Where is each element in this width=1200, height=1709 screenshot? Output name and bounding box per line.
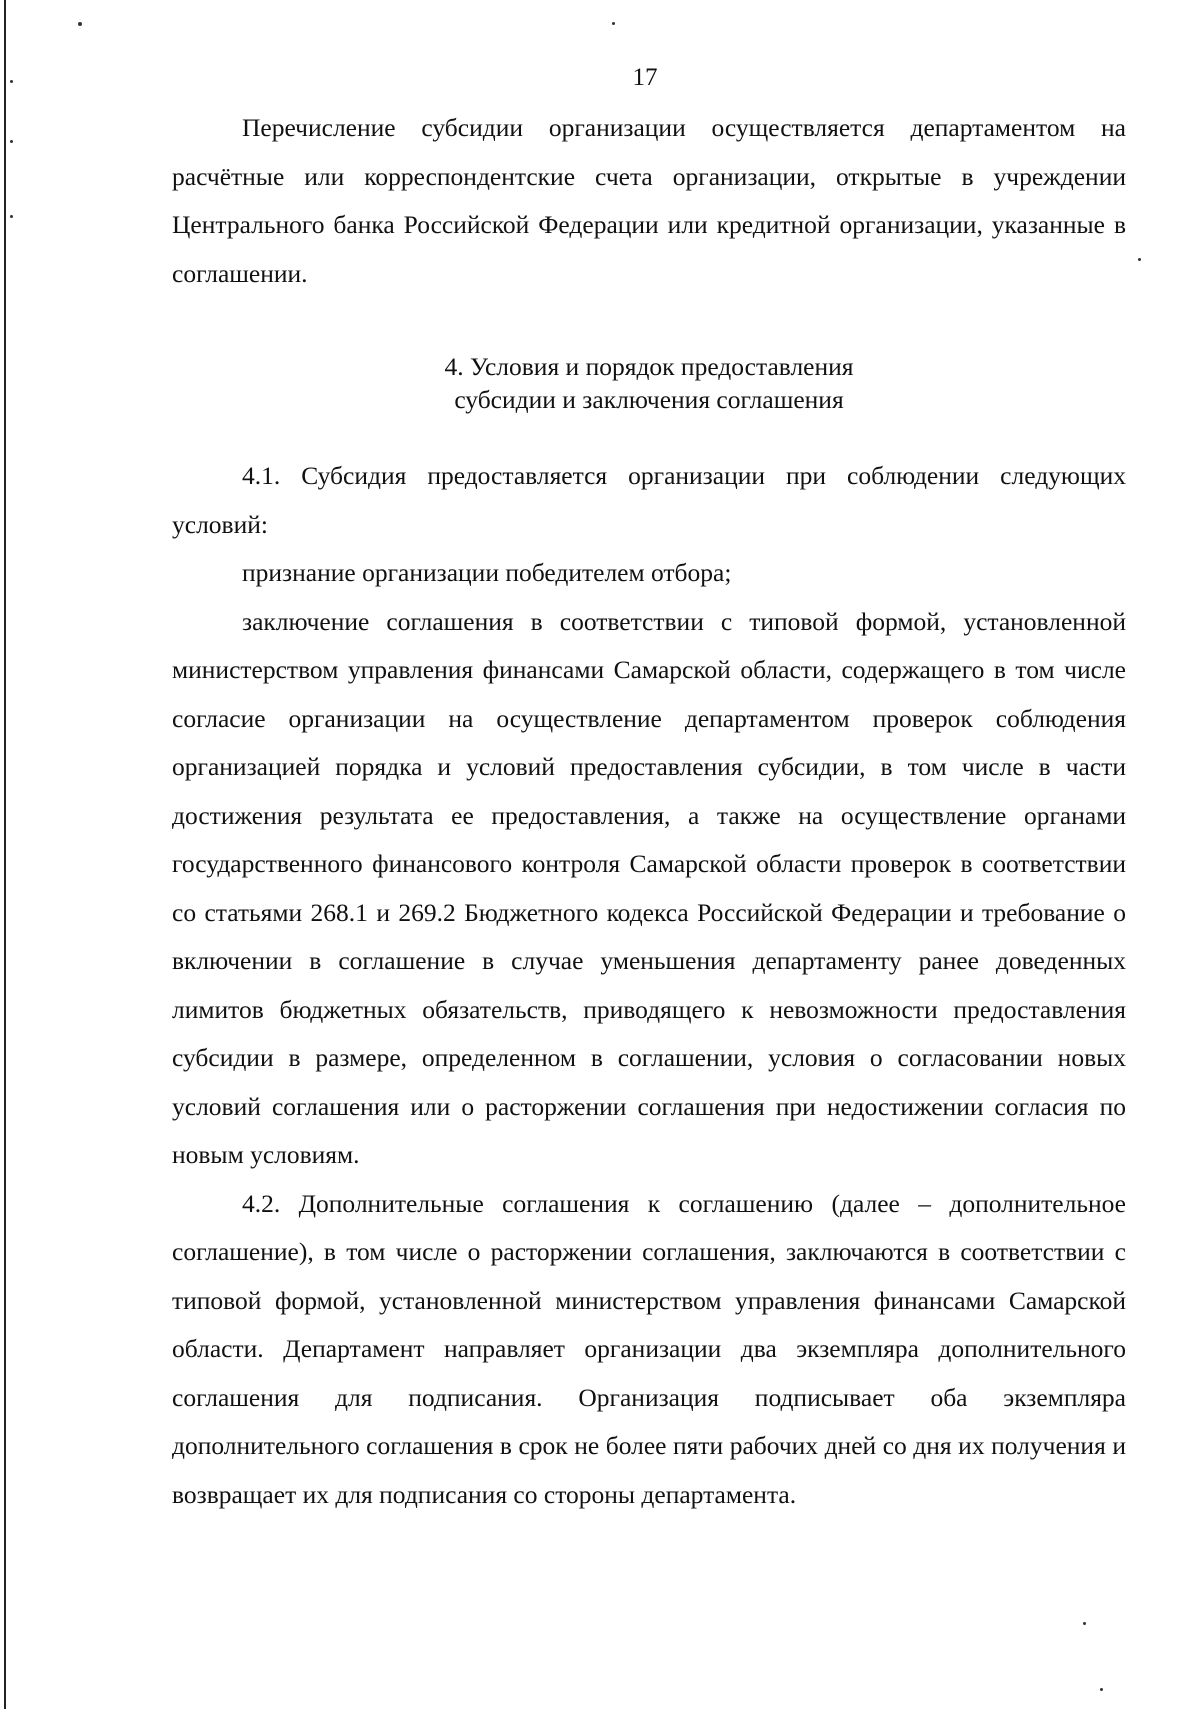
paragraph-4-2: 4.2. Дополнительные соглашения к соглашению (далее – дополнительное соглашение), в том числе о расторжении соглашения, заключаются в соответствии с типовой формой, установленной министерством управления финансами Самарской области. Департамент направляет организации два экземпляра дополнительного соглашения для подписания. Организация подписывает оба экземпляра дополнительного соглашения в срок не более пяти рабочих дней со дня их получения и возвращает их для подписания со стороны департамента. bbox=[172, 1188, 1126, 1509]
section-heading-line-2: субсидии и заключения соглашения bbox=[454, 385, 844, 414]
scan-speck bbox=[10, 215, 13, 218]
scan-edge-line bbox=[4, 0, 6, 1709]
scan-speck bbox=[1083, 1622, 1086, 1625]
scan-speck bbox=[1100, 1688, 1103, 1691]
paragraph-transfer: Перечисление субсидии организации осуществляется департаментом на расчётные или корреспондентские счета организации, открытые в учреждении Центрального банка Российской Федерации или кредитной организации, указанные в соглашении. bbox=[172, 113, 1126, 288]
section-heading-line-1: 4. Условия и порядок предоставления bbox=[444, 352, 854, 381]
intro-block bbox=[172, 104, 1126, 298]
paragraph-condition-2: заключение соглашения в соответствии с типовой формой, установленной министерством управления финансами Самарской области, содержащего в том числе согласие организации на осуществление департаментом проверок соблюдения организацией порядка и условий предоставления субсидии, в том числе в части достижения результата ее предоставления, а также на осуществление органами государственного финансового контроля Самарской области проверок в соответствии со статьями 268.1 и 269.2 Бюджетного кодекса Российской Федерации и требование о включении в соглашение в случае уменьшения департаменту ранее доведенных лимитов бюджетных обязательств, приводящего к невозможности предоставления субсидии в размере, определенном в соглашении, условия о согласовании новых условий соглашения или о расторжении соглашения при недостижении согласия по новым условиям. bbox=[172, 606, 1126, 1169]
scan-speck bbox=[78, 22, 82, 26]
page-number: 17 bbox=[632, 64, 658, 91]
section-heading bbox=[172, 350, 1126, 416]
scan-speck bbox=[612, 22, 615, 25]
paragraph-4-1: 4.1. Субсидия предоставляется организации при соблюдении следующих условий: bbox=[172, 461, 1126, 539]
scan-speck bbox=[10, 140, 13, 143]
paragraph-condition-1: признание организации победителем отбора; bbox=[242, 558, 732, 587]
section-body bbox=[172, 452, 1126, 1519]
scan-speck bbox=[1138, 258, 1141, 261]
